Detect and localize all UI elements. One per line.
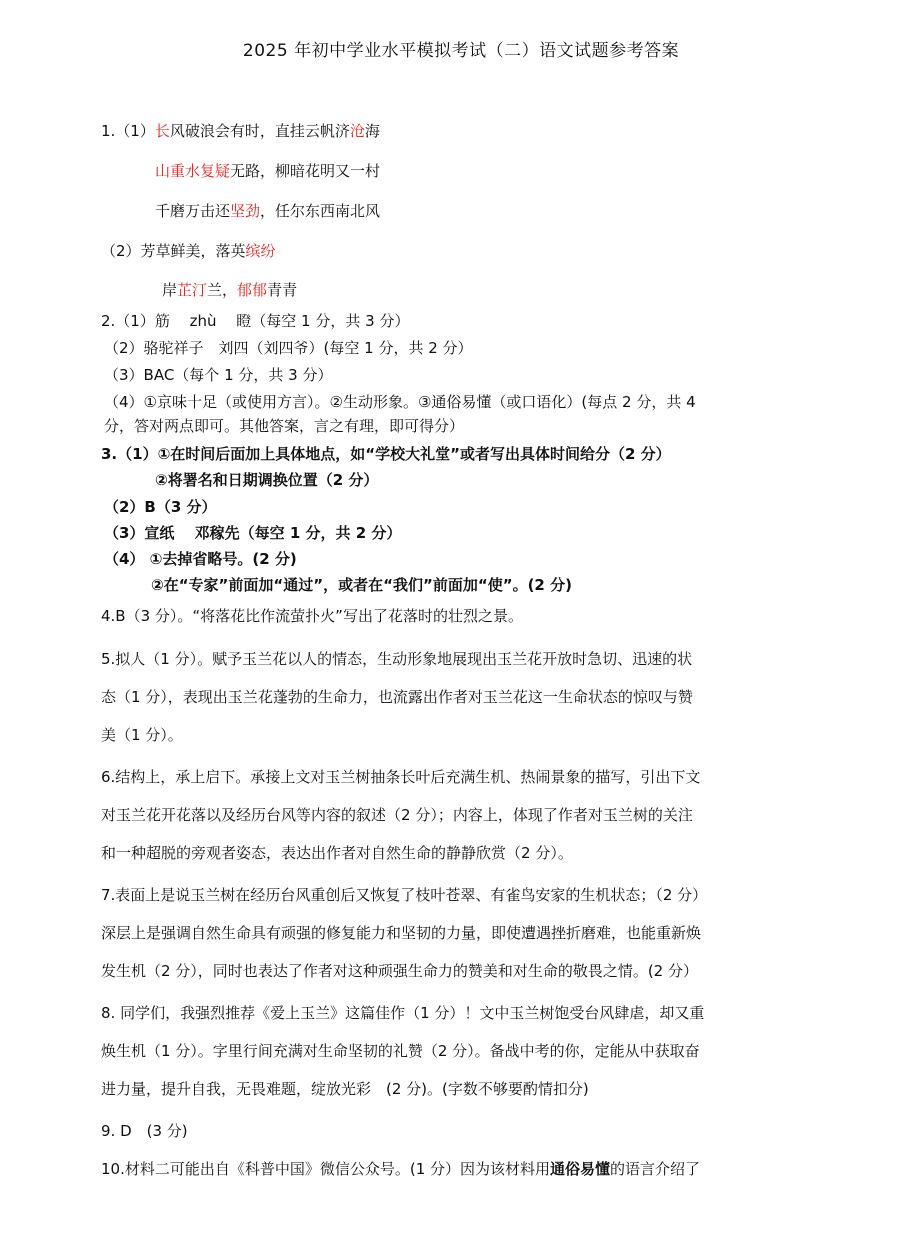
q3-line-3: （2）B（3 分） — [104, 498, 217, 516]
q1-blank-word: 沧 — [349, 122, 365, 140]
page-title: 2025 年初中学业水平模拟考试（二）语文试题参考答案 — [242, 41, 680, 61]
q10-text: 10.材料二可能出自《科普中国》微信公众号。(1 分）因为该材料用 — [101, 1160, 551, 1178]
q1-text: 青青 — [267, 281, 298, 299]
q5-line-1: 5.拟人（1 分）。赋予玉兰花以人的情态，生动形象地展现出玉兰花开放时急切、迅速的状 — [101, 650, 693, 668]
q1-line-1 — [101, 120, 380, 142]
q9-line: 9. D (3 分) — [101, 1122, 188, 1140]
q2-line-1: 2.（1）筋 zhù 瞪（每空 1 分，共 3 分） — [101, 312, 410, 330]
q1-blank-word: 山重水复疑 — [155, 162, 231, 180]
q5-line-3: 美（1 分）。 — [101, 726, 183, 744]
q2-line-4: （4）①京味十足（或使用方言）。②生动形象。③通俗易懂（或口语化）(每点 2 分，共 4 — [104, 393, 696, 411]
q1-blank-word: 缤纷 — [245, 242, 276, 260]
q7-line-2: 深层上是强调自然生命具有顽强的修复能力和坚韧的力量，即使遭遇挫折磨难，也能重新焕 — [101, 924, 702, 942]
q8-line-3: 进力量，提升自我，无畏难题，绽放光彩 (2 分)。(字数不够要酌情扣分) — [101, 1080, 589, 1098]
q1-blank-word: 郁郁 — [237, 281, 268, 299]
q1-text: 岸 — [162, 281, 178, 299]
q1-line-2 — [155, 160, 380, 182]
q7-line-1: 7.表面上是说玉兰树在经历台风重创后又恢复了枝叶苍翠、有雀鸟安家的生机状态；（2 分） — [101, 886, 708, 904]
q1-text: 海 — [364, 122, 380, 140]
q3-line-5: （4） ①去掉省略号。(2 分) — [104, 550, 297, 568]
q1-line-4 — [101, 240, 276, 262]
q1-blank-word: 芷汀 — [177, 281, 208, 299]
q3-line-1: 3.（1）①在时间后面加上具体地点，如“学校大礼堂”或者写出具体时间给分（2 分） — [101, 445, 671, 463]
q5-line-2: 态（1 分），表现出玉兰花蓬勃的生命力，也流露出作者对玉兰花这一生命状态的惊叹与赞 — [101, 688, 693, 706]
q1-text: 无路，柳暗花明又一村 — [230, 162, 381, 180]
q1-blank-word: 坚劲 — [230, 202, 261, 220]
q6-line-1: 6.结构上，承上启下。承接上文对玉兰树抽条长叶后充满生机、热闹景象的描写，引出下文 — [101, 768, 701, 786]
q10-emphasis: 通俗易懂 — [550, 1160, 611, 1178]
q1-line-5 — [162, 279, 297, 301]
q1-line-3 — [155, 200, 380, 222]
q8-line-1: 8. 同学们，我强烈推荐《爱上玉兰》这篇佳作（1 分）！文中玉兰树饱受台风肆虐，却又重 — [101, 1004, 705, 1022]
q3-line-6: ②在“专家”前面加“通过”，或者在“我们”前面加“使”。(2 分) — [151, 576, 572, 594]
q2-line-2: （2）骆驼祥子 刘四（刘四爷）(每空 1 分，共 2 分） — [104, 339, 473, 357]
q10-line-1 — [101, 1158, 700, 1180]
q10-text: 的语言介绍了 — [610, 1160, 701, 1178]
q1-number: 1.（1） — [101, 122, 155, 140]
q1-text: ，任尔东西南北风 — [260, 202, 381, 220]
q3-line-2: ②将署名和日期调换位置（2 分） — [155, 471, 379, 489]
q2-line-5: 分，答对两点即可。其他答案，言之有理，即可得分） — [104, 417, 465, 435]
q7-line-3: 发生机（2 分），同时也表达了作者对这种顽强生命力的赞美和对生命的敬畏之情。(2 分） — [101, 962, 698, 980]
q1-text: 兰， — [207, 281, 238, 299]
q6-line-2: 对玉兰花开花落以及经历台风等内容的叙述（2 分）；内容上，体现了作者对玉兰树的关注 — [101, 806, 693, 824]
q1-text: （2）芳草鲜美，落英 — [101, 242, 246, 260]
q1-text: 千磨万击还 — [155, 202, 231, 220]
q1-blank-word: 长 — [154, 122, 170, 140]
q1-text: 风破浪会有时，直挂云帆济 — [169, 122, 350, 140]
q4-line: 4.B（3 分）。“将落花比作流萤扑火”写出了花落时的壮烈之景。 — [101, 607, 523, 625]
q8-line-2: 焕生机（1 分）。字里行间充满对生命坚韧的礼赞（2 分）。备战中考的你，定能从中获取奋 — [101, 1042, 700, 1060]
q2-line-3: （3）BAC（每个 1 分，共 3 分） — [104, 366, 333, 384]
q6-line-3: 和一种超脱的旁观者姿态，表达出作者对自然生命的静静欣赏（2 分）。 — [101, 844, 573, 862]
q3-line-4: （3）宣纸 邓稼先（每空 1 分，共 2 分） — [104, 524, 402, 542]
